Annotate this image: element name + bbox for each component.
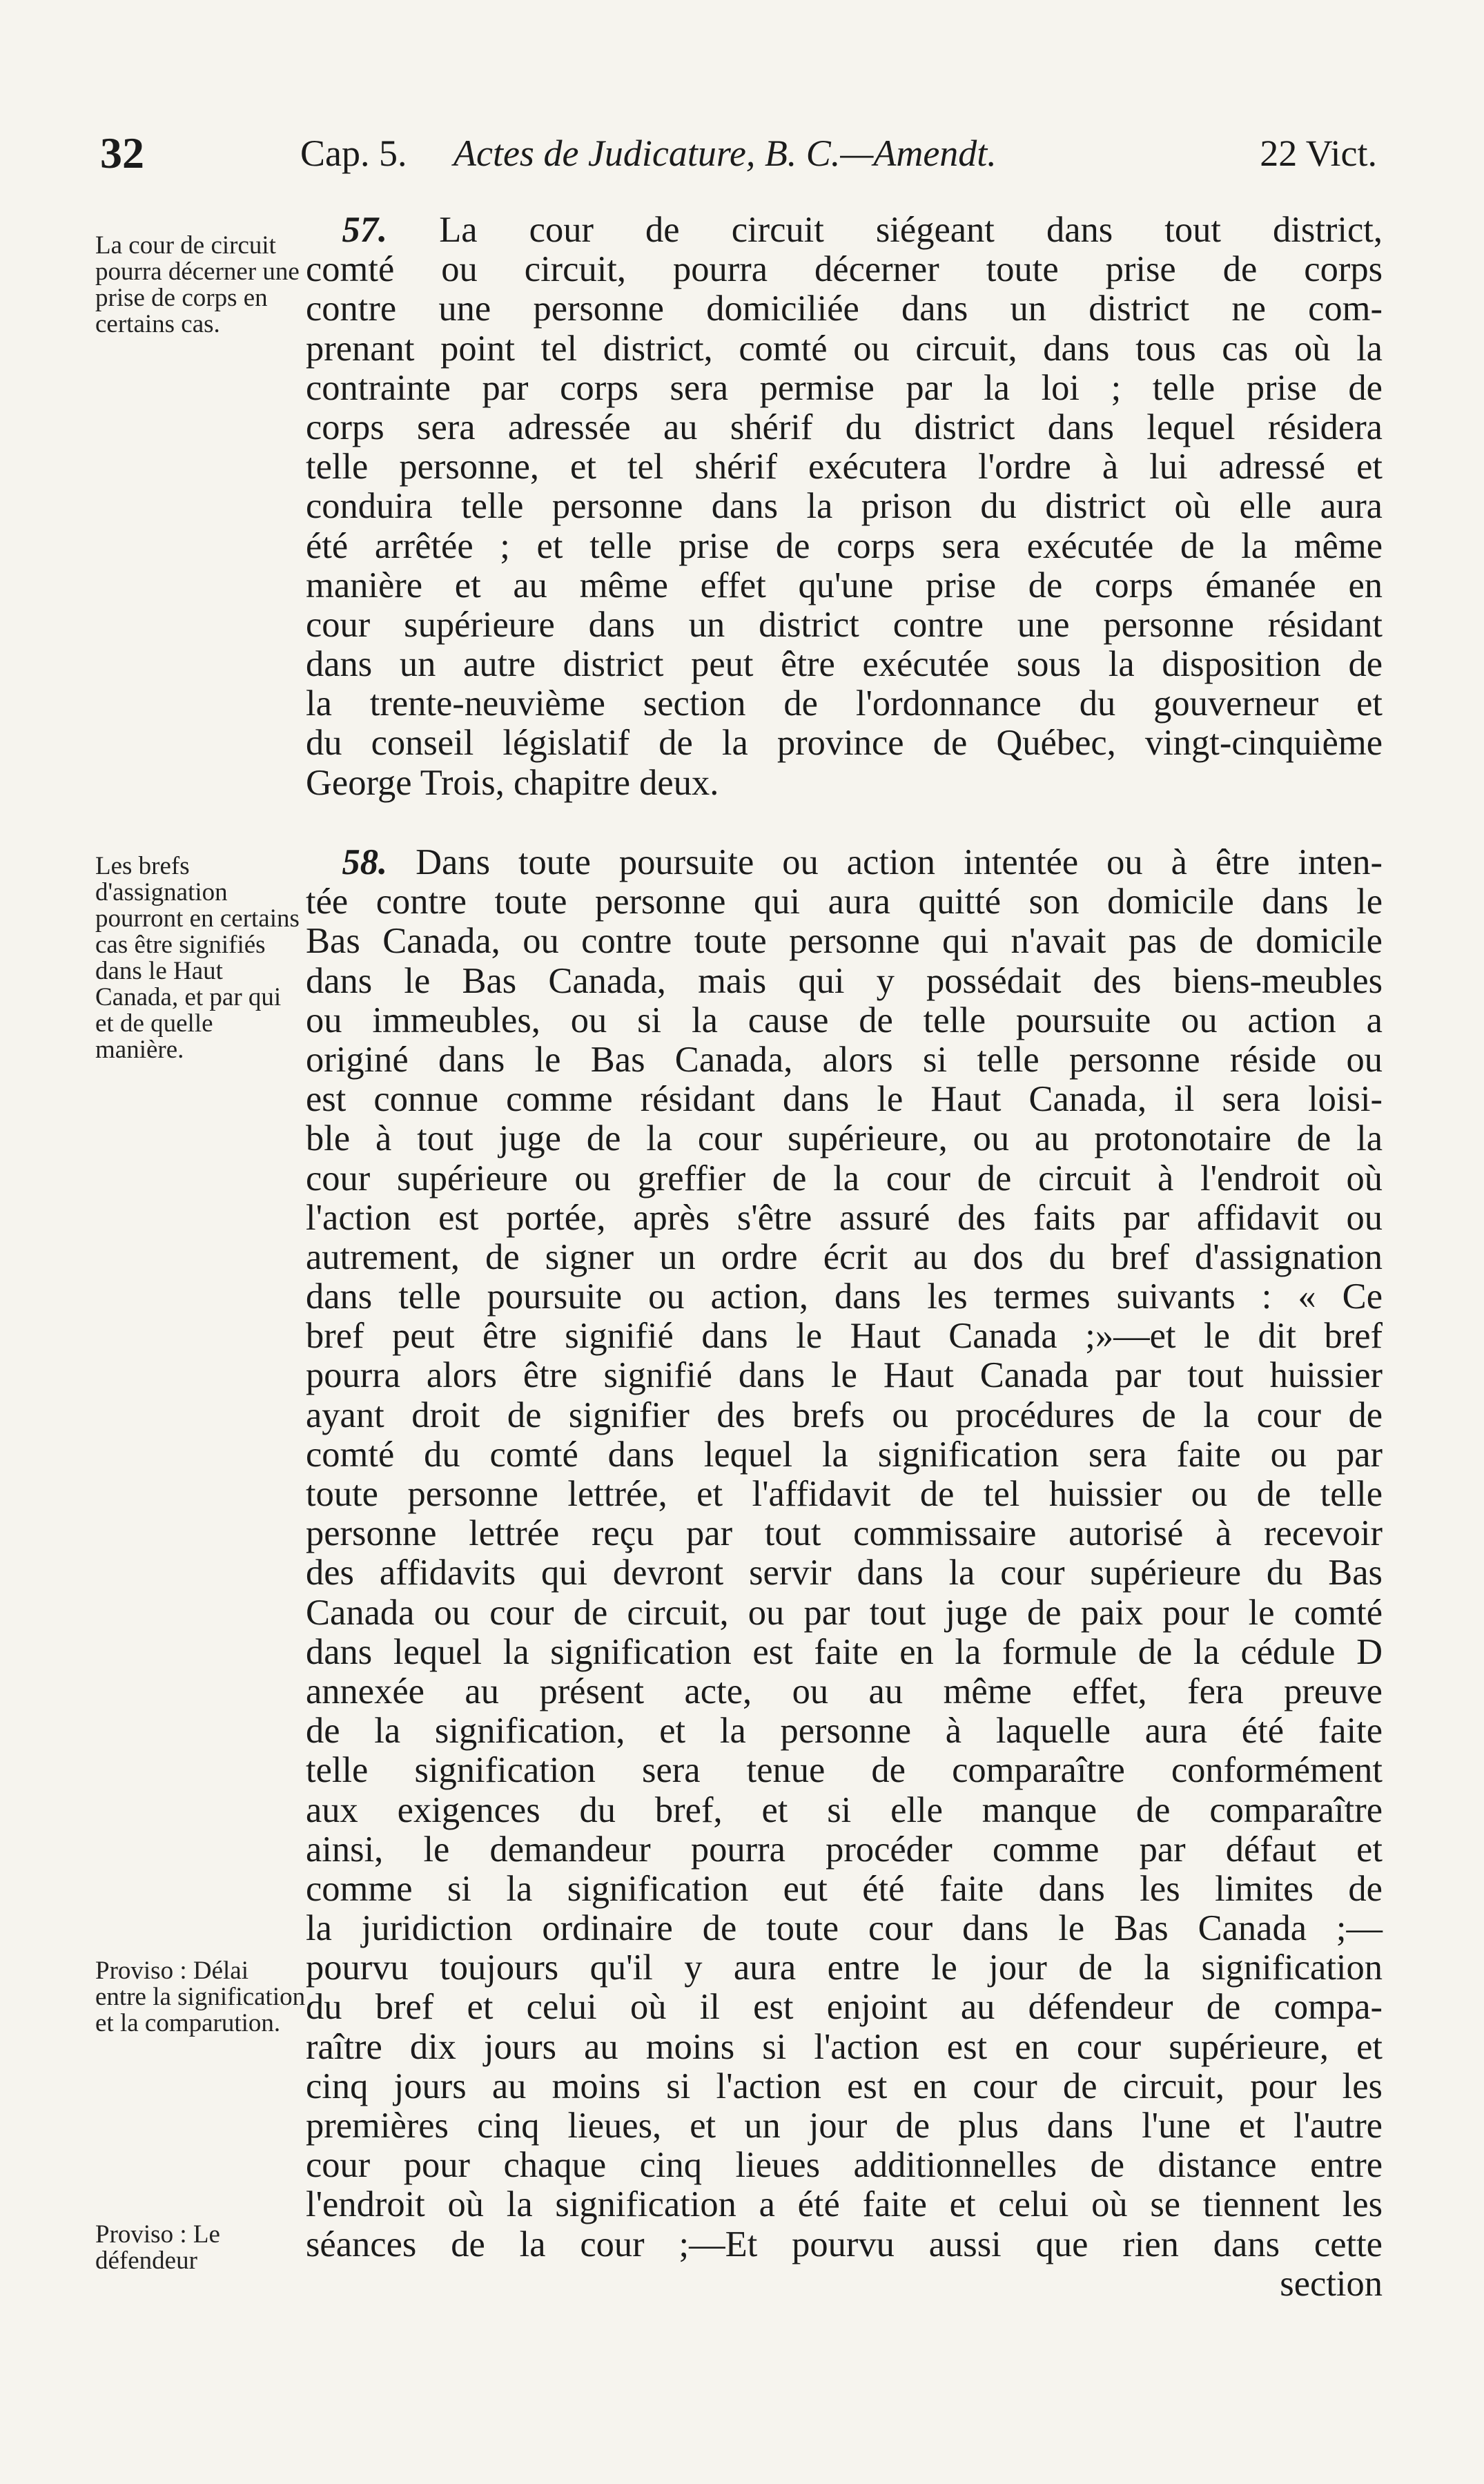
text-line: ou immeubles, ou si la cause de telle poursuite ou action a bbox=[306, 1000, 1383, 1040]
section-number: 57. bbox=[306, 210, 388, 250]
text-line: ayant droit de signifier des brefs ou procédures de la cour de bbox=[306, 1395, 1383, 1435]
text-line: contrainte par corps sera permise par la loi ; telle prise de bbox=[306, 367, 1383, 408]
text-line: la trente-neuvième section de l'ordonnance du gouverneur et bbox=[306, 683, 1383, 724]
text-line: telle personne, et tel shérif exécutera l'ordre à lui adressé et bbox=[306, 447, 1383, 487]
section-first-line: Dans toute poursuite ou action intentée ou à être inten- bbox=[387, 842, 1383, 882]
text-line: été arrêtée ; et telle prise de corps sera exécutée de la même bbox=[306, 525, 1383, 566]
text-line: annexée au présent acte, ou au même effet, fera preuve bbox=[306, 1671, 1383, 1711]
text-line: cour supérieure ou greffier de la cour de circuit à l'endroit où bbox=[306, 1158, 1383, 1199]
text-line: de la signification, et la personne à laquelle aura été faite bbox=[306, 1711, 1383, 1752]
text-line: pourvu toujours qu'il y aura entre le jour de la signification bbox=[306, 1948, 1383, 1988]
section-number: 58. bbox=[306, 842, 388, 882]
text-line: pourra alors être signifié dans le Haut Canada par tout huissier bbox=[306, 1355, 1383, 1396]
text-line: personne lettrée reçu par tout commissaire autorisé à recevoir bbox=[306, 1513, 1383, 1554]
text-line: cour pour chaque cinq lieues additionnelles de distance entre bbox=[306, 2145, 1383, 2186]
text-line: Bas Canada, ou contre toute personne qui n'avait pas de domicile bbox=[306, 921, 1383, 962]
margin-note-58: Les brefs d'assignation pourront en certains cas être signifiés dans le Haut Canada, et par qui et de quelle manière. bbox=[95, 852, 300, 1064]
text-line: dans un autre district peut être exécutée sous la disposition de bbox=[306, 644, 1383, 685]
text-line: bref peut être signifié dans le Haut Canada ;»—et le dit bref bbox=[306, 1316, 1383, 1357]
text-line: corps sera adressée au shérif du district dans lequel résidera bbox=[306, 407, 1383, 447]
text-line: conduira telle personne dans la prison du district où elle aura bbox=[306, 486, 1383, 527]
section-58-body bbox=[306, 843, 1383, 2304]
text-line: raître dix jours au moins si l'action est en cour supérieure, et bbox=[306, 2026, 1383, 2067]
section-first-line: La cour de circuit siégeant dans tout district, bbox=[387, 210, 1383, 250]
text-line: dans telle poursuite ou action, dans les termes suivants : « Ce bbox=[306, 1277, 1383, 1317]
running-head: Cap. 5. Actes de Judicature, B. C.—Amendt. bbox=[300, 133, 997, 174]
text-line: autrement, de signer un ordre écrit au dos du bref d'assignation bbox=[306, 1236, 1383, 1277]
text-line: cinq jours au moins si l'action est en cour de circuit, pour les bbox=[306, 2066, 1383, 2106]
text-line: telle signification sera tenue de comparaître conformément bbox=[306, 1750, 1383, 1791]
regnal-year: 22 Vict. bbox=[1260, 133, 1377, 174]
text-line: tée contre toute personne qui aura quitté son domicile dans le bbox=[306, 882, 1383, 922]
text-line: prenant point tel district, comté ou circuit, dans tous cas où la bbox=[306, 328, 1383, 369]
text-line: contre une personne domiciliée dans un district ne com- bbox=[306, 289, 1383, 329]
text-line: la juridiction ordinaire de toute cour dans le Bas Canada ;— bbox=[306, 1908, 1383, 1949]
catchword: section bbox=[1280, 2263, 1383, 2304]
text-line: séances de la cour ;—Et pourvu aussi que rien dans cette bbox=[306, 2224, 1383, 2264]
text-line: l'endroit où la signification a été faite et celui où se tiennent les bbox=[306, 2184, 1383, 2225]
section-57-body bbox=[306, 211, 1383, 803]
text-line: est connue comme résidant dans le Haut Canada, il sera loisi- bbox=[306, 1079, 1383, 1120]
text-line: dans lequel la signification est faite en la formule de la cédule D bbox=[306, 1631, 1383, 1672]
margin-note-proviso-defendeur: Proviso : Le défendeur bbox=[95, 2220, 220, 2275]
text-line: dans le Bas Canada, mais qui y possédait des biens-meubles bbox=[306, 960, 1383, 1001]
page-header bbox=[93, 128, 1391, 183]
text-line: toute personne lettrée, et l'affidavit de tel huissier ou de telle bbox=[306, 1474, 1383, 1514]
text-line: comté ou circuit, pourra décerner toute prise de corps bbox=[306, 249, 1383, 290]
text-line: ble à tout juge de la cour supérieure, ou au protonotaire de la bbox=[306, 1118, 1383, 1159]
text-line: ainsi, le demandeur pourra procéder comme par défaut et bbox=[306, 1829, 1383, 1870]
text-line bbox=[306, 843, 1383, 882]
text-line: aux exigences du bref, et si elle manque de comparaître bbox=[306, 1789, 1383, 1830]
text-line: du conseil législatif de la province de Québec, vingt-cinquième bbox=[306, 723, 1383, 764]
text-line: des affidavits qui devront servir dans la cour supérieure du Bas bbox=[306, 1553, 1383, 1593]
text-line: George Trois, chapitre deux. bbox=[306, 762, 719, 803]
text-line: l'action est portée, après s'être assuré des faits par affidavit ou bbox=[306, 1197, 1383, 1238]
text-line bbox=[306, 211, 1383, 250]
text-line: comme si la signification eut été faite dans les limites de bbox=[306, 1868, 1383, 1909]
text-line: manière et au même effet qu'une prise de corps émanée en bbox=[306, 565, 1383, 605]
text-line: comté du comté dans lequel la signification sera faite ou par bbox=[306, 1434, 1383, 1475]
margin-note-57: La cour de circuit pourra décerner une prise de corps en certains cas. bbox=[95, 231, 300, 338]
text-line: du bref et celui où il est enjoint au défendeur de compa- bbox=[306, 1987, 1383, 2028]
text-line: originé dans le Bas Canada, alors si telle personne réside ou bbox=[306, 1039, 1383, 1080]
text-line: Canada ou cour de circuit, ou par tout juge de paix pour le comté bbox=[306, 1592, 1383, 1633]
text-line: cour supérieure dans un district contre une personne résidant bbox=[306, 604, 1383, 645]
margin-note-proviso-delai: Proviso : Délai entre la signification et la comparution. bbox=[95, 1957, 306, 2037]
text-line: premières cinq lieues, et un jour de plus dans l'une et l'autre bbox=[306, 2106, 1383, 2146]
page-number: 32 bbox=[100, 128, 144, 177]
